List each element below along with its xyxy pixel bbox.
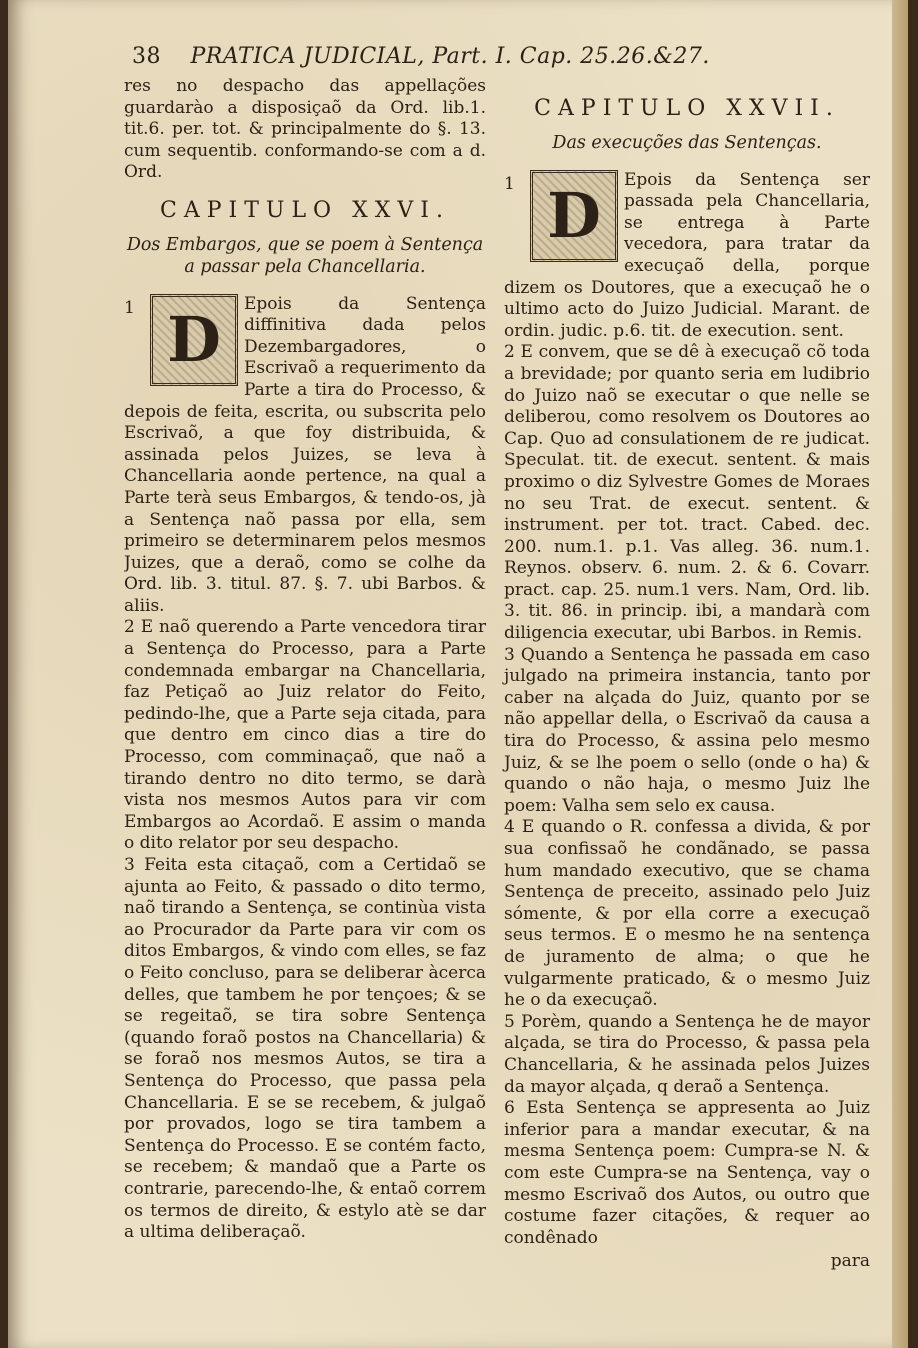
paragraph-3: 3 Quando a Sentença he passada em caso julgado na primeira instancia, tanto por caber na alçada do Juiz, quanto por se não appellar della, o Escrivaõ da causa a tira do Processo, & assina pelo mesmo Juiz, & se lhe poem o sello (onde o ha) & quando o não haja, o mesmo Juiz lhe poem: Valha sem selo ex causa. (504, 644, 870, 816)
chapter-title: CAPITULO XXVII. (534, 96, 840, 121)
paragraph-number: 1 (504, 173, 515, 194)
chapter-title: CAPITULO XXVI. (160, 197, 450, 223)
paragraph-number: 1 (124, 297, 135, 318)
page-number: 38 (132, 44, 161, 69)
paragraph-1 (504, 170, 870, 343)
paragraph-2: 2 E naõ querendo a Parte vencedora tirar a Sentença do Processo, para a Parte condemnada embargar na Chancellaria, faz Petiçaõ ao Juiz relator do Feito, pedindo-lhe, que a Parte seja citada, para que dentro em cinco dias a tire do Processo, com comminaçaõ, que naõ a tirando dentro no dito termo, se darà vista nos mesmos Autos para vir com Embargos ao Acordaõ. E assim o manda o dito relator por seu despacho. (124, 617, 486, 854)
chapter-subtitle: Das execuções das Sentenças. (552, 132, 822, 153)
carry-over-text: res no despacho das appellações guardarào a disposiçaõ da Ord. lib.1. tit.6. per. tot. & principalmente do §. 13. cum sequentib. conformando-se com a d. Ord. (124, 76, 486, 183)
initial-letter: D (547, 178, 601, 252)
running-title: PRATICA JUDICIAL, Part. I. Cap. 25.26.&27. (190, 44, 710, 69)
paragraph-text: Epois da Sentença ser passada pela Chancellaria, se entrega à Parte vecedora, para tratar da execuçaõ della, porque dizem os Doutores, que a execuçaõ he o ultimo acto do Juizo Judicial. Marant. de ordin. judic. p.6. tit. de execution. sent. (504, 169, 870, 341)
book-page (8, 0, 908, 1348)
right-column (504, 76, 870, 1273)
chapter-subtitle: Dos Embargos, que se poem à Sentença a passar pela Chancellaria. (126, 234, 484, 277)
left-column (124, 76, 486, 1244)
paragraph-3: 3 Feita esta citaçaõ, com a Certidaõ se ajunta ao Feito, & passado o dito termo, naõ tirando a Sentença, se continùa vista ao Procurador da Parte para vir com os ditos Embargos, & vindo com elles, se faz o Feito concluso, para se deliberar àcerca delles, que tambem he por tençoes; & se se regeitaõ, se tira sobre Sentença (quando foraõ postos na Chancellaria) & se foraõ nos mesmos Autos, se tira a Sentença do Processo, que passa pela Chancellaria. E se se recebem, & julgaõ por provados, logo se tira tambem a Sentença do Processo. E se contém facto, se recebem; & mandaõ que a Parte os contrarie, parecendo-lhe, & entaõ correm os termos de direito, & estylo atè se dar a ultima deliberaçaõ. (124, 855, 486, 1243)
paragraph-4: 4 E quando o R. confessa a divida, & por sua confissaõ he condãnado, se passa hum mandado executivo, que se chama Sentença de preceito, assinado pelo Juiz sómente, & por ella corre a execuçaõ seus termos. E o mesmo he na sentença de juramento de alma; o que he vulgarmente praticado, & o mesmo Juiz he o da execuçaõ. (504, 817, 870, 1011)
decorated-initial (530, 170, 618, 262)
decorated-initial (150, 294, 238, 386)
catchword: para (830, 1251, 870, 1272)
paragraph-1 (124, 294, 486, 618)
running-header (132, 44, 772, 74)
initial-letter: D (167, 302, 221, 376)
paragraph-2: 2 E convem, que se dê à execuçaõ cõ toda a brevidade; por quanto seria em ludibrio do Juizo naõ se executar o que nelle se deliberou, como resolvem os Doutores ao Cap. Quo ad consulationem de re judicat. Speculat. tit. de execut. sentent. & mais proximo o diz Sylvestre Gomes de Moraes no seu Trat. de execut. sentent. & instrument. per tot. tract. Cabed. dec. 200. num.1. p.1. Vas alleg. 36. num.1. Reynos. observ. 6. num. 2. & 6. Covarr. pract. cap. 25. num.1 vers. Nam, Ord. lib. 3. tit. 86. in princip. ibi, a mandarà com diligencia executar, ubi Barbos. in Remis. (504, 342, 870, 644)
paragraph-text: Epois da Sentença diffinitiva dada pelos Dezembargadores, o Escrivaõ a requerimento da Parte a tira do Processo, & depois de feita, escrita, ou subscrita pelo Escrivaõ, a que foy distribuida, & assinada pelos Juizes, se leva à Chancellaria aonde pertence, na qual a Parte terà seus Embargos, & tendo-os, jà a Sentença naõ passa por ella, sem primeiro se determinarem pelos mesmos Juizes, que a deraõ, como se colhe da Ord. lib. 3. titul. 87. §. 7. ubi Barbos. & aliis. (124, 293, 486, 616)
page-edge (892, 0, 908, 1348)
paragraph-6: 6 Esta Sentença se appresenta ao Juiz inferior para a mandar executar, & na mesma Sentença poem: Cumpra-se N. & com este Cumpra-se na Sentença, vay o mesmo Escrivaõ dos Autos, ou outro que costume fazer citações, & requer ao condênado (504, 1098, 870, 1248)
paragraph-5: 5 Porèm, quando a Sentença he de mayor alçada, se tira do Processo, & passa pela Chancellaria, & he assinada pelos Juizes da mayor alçada, q deraõ a Sentença. (504, 1011, 870, 1097)
